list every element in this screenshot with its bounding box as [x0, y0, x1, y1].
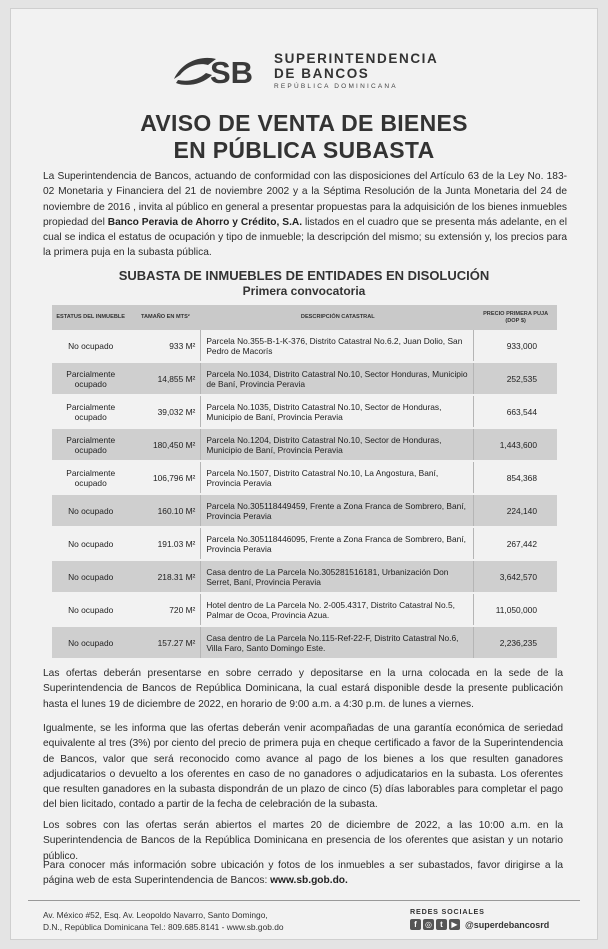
social-row	[410, 919, 549, 930]
cell-desc: Parcela No.1035, Distrito Catastral No.10, Sector de Honduras, Municipio de Baní, Provincia Peravia	[201, 396, 474, 427]
section-subtitle: Primera convocatoria	[242, 284, 366, 298]
table-row	[52, 429, 557, 460]
cell-desc: Casa dentro de La Parcela No.115-Ref-22-F, Distrito Catastral No.6, Villa Faro, Santo Domingo Este.	[201, 627, 474, 658]
cell-desc: Parcela No.355-B-1-K-376, Distrito Catastral No.6.2, Juan Dolio, San Pedro de Macorís	[201, 330, 474, 361]
title-line1: AVISO DE VENTA DE BIENES	[140, 110, 468, 136]
cell-desc: Parcela No.1507, Distrito Catastral No.10, La Angostura, Baní, Provincia Peravia	[201, 462, 474, 493]
facebook-icon[interactable]: f	[410, 919, 421, 930]
cell-status: No ocupado	[52, 528, 129, 559]
cell-price: 2,236,235	[474, 627, 557, 658]
cell-price: 3,642,570	[474, 561, 557, 592]
logo-line3: REPÚBLICA DOMINICANA	[274, 82, 398, 90]
table-row	[52, 495, 557, 526]
logo-line1: SUPERINTENDENCIA	[274, 50, 439, 66]
cell-desc: Parcela No.305118449459, Frente a Zona Franca de Sombrero, Baní, Provincia Peravia	[201, 495, 474, 526]
address-line2: D.N., República Dominicana Tel.: 809.685.8141 - www.sb.gob.do	[43, 922, 284, 932]
table-row	[52, 363, 557, 394]
cell-size: 933 M²	[129, 330, 201, 361]
paragraph-more-info	[43, 858, 563, 889]
cell-size: 218.31 M²	[129, 561, 201, 592]
cell-price: 1,443,600	[474, 429, 557, 460]
paragraph-guarantee: Igualmente, se les informa que las ofertas deberán venir acompañadas de una garantía económica de seriedad equivalente al tres (3%) por ciento del precio de primera puja en cheque certificado a favor de la Superintendencia de Bancos, valor que será reconocido como avance al pago de los bienes a los que resulten ganadores adjudicatarios o devuelto a los oferentes en caso de no ganadores o adjudicatarios en la subasta. Los oferentes que resulten ganadores en la subasta dispondrán de un plazo de cinco (5) días laborables para completar el pago del bien licitado, contado a partir de la fecha de celebración de la subasta.	[43, 723, 563, 811]
social-block	[410, 907, 549, 930]
header-size: TAMAÑO EN MTS²	[129, 305, 201, 330]
paragraph-opening: Los sobres con las ofertas serán abiertos el martes 20 de diciembre de 2022, a las 10:00 a.m. en la Superintendencia de Bancos de la República Dominicana en presencia de los oferentes que asistan y un notario público.	[43, 820, 563, 862]
header-status: ESTATUS DEL INMUEBLE	[52, 305, 129, 330]
website-link[interactable]: www.sb.gob.do.	[270, 875, 348, 887]
more-info-text: Para conocer más información sobre ubicación y fotos de los inmuebles a ser subastados, favor dirigirse a la página web de esta Superintendencia de Bancos:	[43, 860, 563, 887]
cell-size: 14,855 M²	[129, 363, 201, 394]
cell-price: 11,050,000	[474, 594, 557, 625]
cell-size: 720 M²	[129, 594, 201, 625]
auction-table	[52, 305, 557, 658]
intro-part1: La Superintendencia de Bancos, actuando de conformidad con las disposiciones del Artículo 63 de la Ley No. 183-02 Monetaria y Financiera del 21 de noviembre 2002 y a la Séptima Resolución de la Junta Monetaria del 24 de noviembre de 2016 , invita al público en general a presentar propuestas para la adquisición de los bienes inmuebles propiedad del	[43, 171, 567, 228]
footer-divider	[28, 900, 580, 901]
intro-bank-name: Banco Peravia de Ahorro y Crédito, S.A.	[107, 216, 303, 228]
footer-address	[43, 909, 284, 933]
cell-size: 191.03 M²	[129, 528, 201, 559]
cell-price: 252,535	[474, 363, 557, 394]
table-row	[52, 594, 557, 625]
table-row	[52, 627, 557, 658]
cell-status: No ocupado	[52, 495, 129, 526]
cell-status: Parcialmente ocupado	[52, 363, 129, 394]
intro-paragraph	[43, 169, 567, 261]
cell-desc: Parcela No.1034, Distrito Catastral No.10, Sector Honduras, Municipio de Baní, Provincia Peravia	[201, 363, 474, 394]
cell-desc: Hotel dentro de La Parcela No. 2-005.4317, Distrito Catastral No.5, Palmar de Ocoa, Provincia Azua.	[201, 594, 474, 625]
cell-size: 39,032 M²	[129, 396, 201, 427]
table-row	[52, 561, 557, 592]
cell-desc: Casa dentro de La Parcela No.305281516181, Urbanización Don Serret, Baní, Provincia Peravia	[201, 561, 474, 592]
cell-status: Parcialmente ocupado	[52, 429, 129, 460]
sb-logo-icon	[172, 53, 268, 89]
social-handle[interactable]: @superdebancosrd	[465, 919, 550, 930]
section-title: SUBASTA DE INMUEBLES DE ENTIDADES EN DISOLUCIÓN	[118, 268, 490, 283]
logo	[172, 52, 438, 90]
social-title: REDES SOCIALES	[410, 907, 485, 916]
cell-size: 157.27 M²	[129, 627, 201, 658]
cell-price: 854,368	[474, 462, 557, 493]
cell-size: 106,796 M²	[129, 462, 201, 493]
cell-price: 663,544	[474, 396, 557, 427]
table-row	[52, 462, 557, 493]
logo-mark-text: SB	[210, 55, 254, 89]
table-header-row	[52, 305, 557, 330]
cell-price: 933,000	[474, 330, 557, 361]
cell-status: No ocupado	[52, 330, 129, 361]
address-line1: Av. México #52, Esq. Av. Leopoldo Navarro, Santo Domingo,	[43, 910, 268, 920]
cell-status: Parcialmente ocupado	[52, 396, 129, 427]
logo-text	[274, 52, 438, 91]
page-title	[0, 110, 608, 164]
cell-size: 160.10 M²	[129, 495, 201, 526]
cell-status: No ocupado	[52, 627, 129, 658]
twitter-icon[interactable]: t	[436, 919, 447, 930]
title-line2: EN PÚBLICA SUBASTA	[173, 137, 435, 163]
table-body	[52, 330, 557, 658]
cell-price: 224,140	[474, 495, 557, 526]
cell-status: No ocupado	[52, 561, 129, 592]
instagram-icon[interactable]: ◎	[423, 919, 434, 930]
cell-status: Parcialmente ocupado	[52, 462, 129, 493]
cell-status: No ocupado	[52, 594, 129, 625]
table-row	[52, 396, 557, 427]
paragraph-deadline: Las ofertas deberán presentarse en sobre cerrado y depositarse en la urna colocada en la sede de la Superintendencia de Bancos de República Dominicana, la cual estará disponible desde la presente publicación hasta el lunes 19 de diciembre de 2022, en horario de 9:00 a.m. a 4:30 p.m. de lunes a viernes.	[43, 668, 563, 710]
cell-desc: Parcela No.1204, Distrito Catastral No.10, Sector de Honduras, Municipio de Baní, Provincia Peravia	[201, 429, 474, 460]
cell-desc: Parcela No.305118446095, Frente a Zona Franca de Sombrero, Baní, Provincia Peravia	[201, 528, 474, 559]
cell-price: 267,442	[474, 528, 557, 559]
intro-part2: listados en el cuadro que se presenta más adelante, en el cual se indica el estatus de ocupación y tipo de inmueble; la descripción del mismo; su extensión y, los precios para la primera puja en la subasta pública.	[43, 216, 567, 259]
cell-size: 180,450 M²	[129, 429, 201, 460]
table-row	[52, 330, 557, 361]
table-row	[52, 528, 557, 559]
header-price: PRECIO PRIMERA PUJA (DOP $)	[474, 305, 557, 330]
header-desc: DESCRIPCIÓN CATASTRAL	[201, 305, 474, 330]
youtube-icon[interactable]: ▶	[449, 919, 460, 930]
logo-line2: DE BANCOS	[274, 66, 370, 82]
